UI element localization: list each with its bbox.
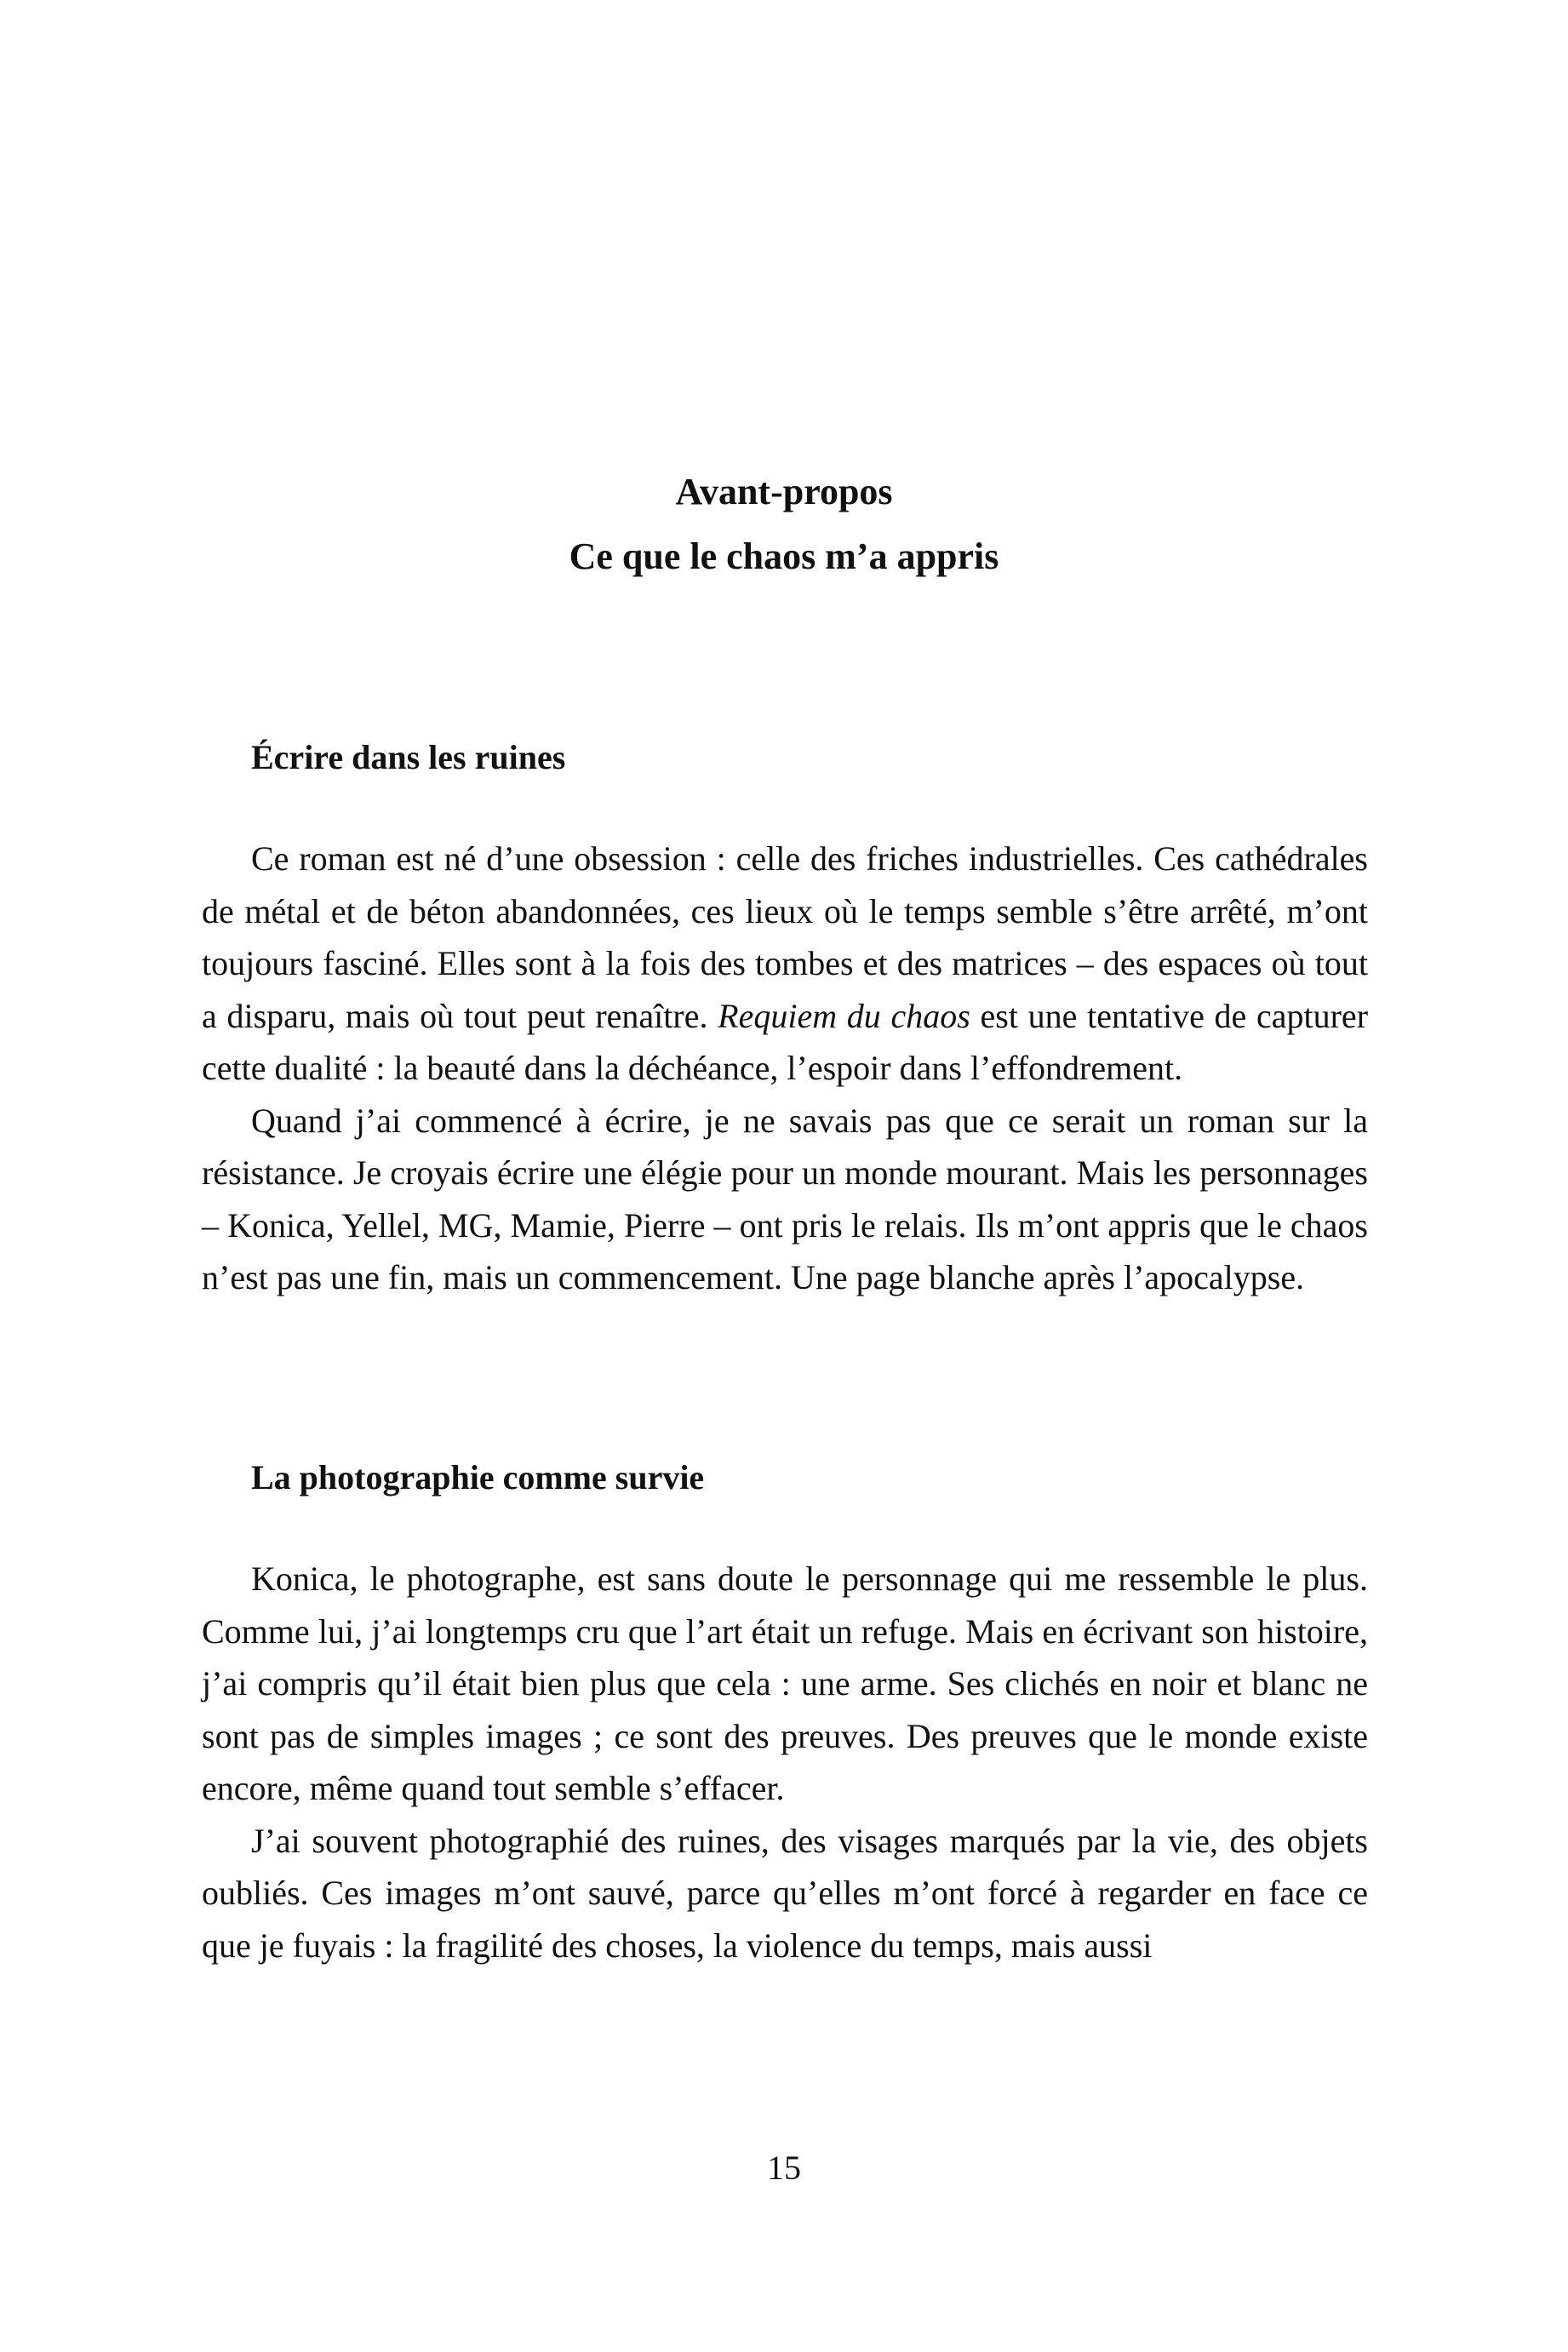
page-number: 15 — [767, 2149, 801, 2187]
chapter-title-block — [0, 460, 1568, 589]
paragraph-text: Ce roman est né d’une obsession : celle des friches industrielles. Ces cathédrales de métal et de béton abandonnées, ces lieux où le temps semble s’être arrêté, m’ont toujours fasciné. Elles sont à la fois des tombes et des matrices – des espaces où tout a disparu, mais où tout peut renaître. — [202, 839, 1368, 1035]
section-photographie-comme-survie — [202, 1452, 1368, 1971]
paragraph — [202, 833, 1368, 1095]
paragraph: J’ai souvent photographié des ruines, des visages marqués par la vie, des objets oubliés. Ces images m’ont sauvé, parce qu’elles m’ont forcé à regarder en face ce que je fuyais : la fragilité des choses, la violence du temps, mais aussi — [202, 1821, 1368, 1965]
chapter-subtitle: Ce que le chaos m’a appris — [569, 535, 999, 577]
book-title-emphasis: Requiem du chaos — [718, 996, 970, 1035]
section-heading: Écrire dans les ruines — [251, 738, 566, 776]
paragraph: Quand j’ai commencé à écrire, je ne savais pas que ce serait un roman sur la résistance. Je croyais écrire une élégie pour un monde mourant. Mais les personnages – Konica, Yellel, MG, Mamie, Pierre – ont pris le relais. Ils m’ont appris que le chaos n’est pas une fin, mais un commencement. Une page blanche après l’apocalypse. — [202, 1101, 1368, 1296]
paragraph: Konica, le photographe, est sans doute le personnage qui me ressemble le plus. Comme lui, j’ai longtemps cru que l’art était un refuge. Mais en écrivant son histoire, j’ai compris qu’il était bien plus que cela : une arme. Ses clichés en noir et blanc ne sont pas de simples images ; ce sont des preuves. Des preuves que le monde existe encore, même quand tout semble s’effacer. — [202, 1559, 1368, 1807]
paragraph-text: est une tentative de capturer cette dualité : la beauté dans la déchéance, l’espoir dans l’effondrement. — [202, 996, 1369, 1087]
chapter-title: Avant-propos — [675, 471, 893, 512]
section-ecrire-dans-les-ruines — [202, 732, 1368, 1304]
section-heading: La photographie comme survie — [251, 1458, 705, 1496]
